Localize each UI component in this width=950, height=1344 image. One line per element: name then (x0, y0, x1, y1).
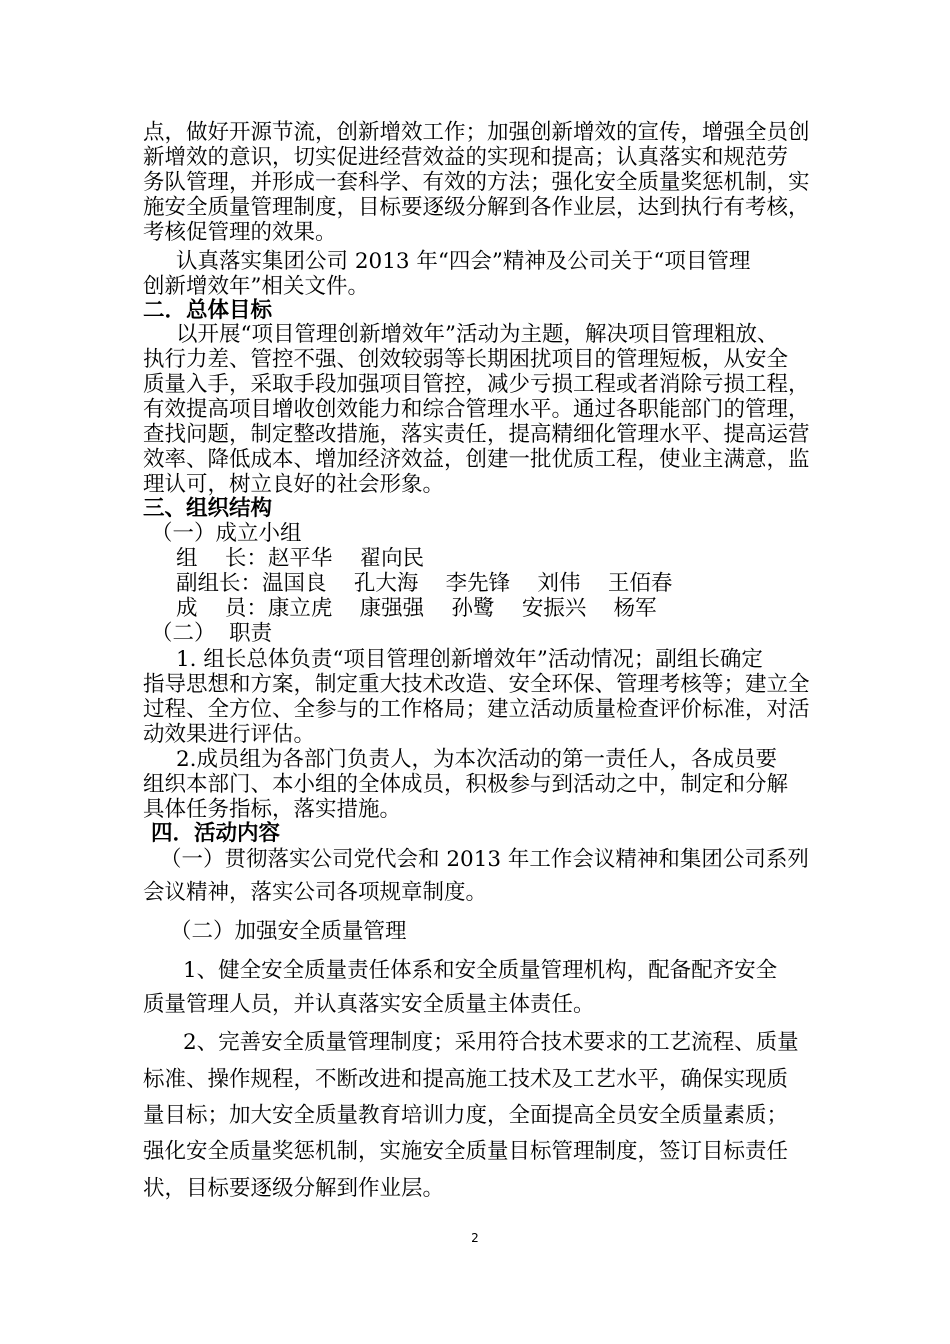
activity-item1-line: 会议精神，落实公司各项规章制度。 (143, 880, 488, 905)
duty2-line: 具体任务指标，落实措施。 (143, 797, 402, 822)
group-leader-line: 组 长：赵平华 翟向民 (176, 546, 425, 571)
section-heading-overall-goal: 二．总体目标 (143, 298, 273, 323)
intro-line: 新增效的意识，切实促进经营效益的实现和提高；认真落实和规范劳 (143, 145, 789, 170)
activity-item2-p2-line: 标准、操作规程，不断改进和提高施工技术及工艺水平，确保实现质 (143, 1067, 789, 1092)
group-deputy-line: 副组长：温国良 孔大海 李先锋 刘伟 王佰春 (176, 571, 673, 596)
duty1-line: 1. 组长总体负责“项目管理创新增效年”活动情况；副组长确定 (176, 647, 763, 672)
section2-line: 以开展“项目管理创新增效年”活动为主题，解决项目管理粗放、 (176, 322, 779, 347)
section2-line: 查找问题，制定整改措施，落实责任，提高精细化管理水平、提高运营 (143, 422, 810, 447)
group-members-line: 成 员：康立虎 康强强 孙鹭 安振兴 杨军 (176, 596, 657, 621)
intro-para2-line: 认真落实集团公司 2013 年“四会”精神及公司关于“项目管理 (176, 249, 751, 274)
section2-line: 理认可，树立良好的社会形象。 (143, 472, 445, 497)
duty1-line: 指导思想和方案，制定重大技术改造、安全环保、管理考核等；建立全 (143, 672, 810, 697)
intro-line: 施安全质量管理制度，目标要逐级分解到各作业层，达到执行有考核， (143, 195, 810, 220)
duty1-line: 过程、全方位、全参与的工作格局；建立活动质量检查评价标准，对活 (143, 697, 810, 722)
activity-item2-p2-line: 强化安全质量奖惩机制，实施安全质量目标管理制度，签订目标责任 (143, 1139, 789, 1164)
activity-item2-p2-line: 量目标；加大安全质量教育培训力度，全面提高全员安全质量素质； (143, 1103, 789, 1128)
intro-line: 点，做好开源节流，创新增效工作；加强创新增效的宣传，增强全员创 (143, 120, 810, 145)
activity-item2-p1-line: 1、健全安全质量责任体系和安全质量管理机构，配备配齐安全 (183, 958, 778, 983)
intro-line: 务队管理，并形成一套科学、有效的方法；强化安全质量奖惩机制，实 (143, 170, 810, 195)
page-number: 2 (471, 1231, 479, 1245)
section-heading-activities: 四．活动内容 (151, 821, 281, 846)
section2-line: 效率、降低成本、增加经济效益，创建一批优质工程，使业主满意，监 (143, 447, 810, 472)
section-heading-org-structure: 三、组织结构 (143, 496, 273, 521)
duty2-line: 2.成员组为各部门负责人，为本次活动的第一责任人，各成员要 (176, 747, 778, 772)
duty2-line: 组织本部门、本小组的全体成员，积极参与到活动之中，制定和分解 (143, 772, 789, 797)
subsection-form-group: （一）成立小组 (151, 521, 302, 546)
section2-line: 有效提高项目增收创效能力和综合管理水平。通过各职能部门的管理， (143, 397, 810, 422)
section2-line: 质量入手，采取手段加强项目管控，减少亏损工程或者消除亏损工程， (143, 372, 810, 397)
activity-item1-line: （一）贯彻落实公司党代会和 2013 年工作会议精神和集团公司系列 (160, 847, 809, 872)
section2-line: 执行力差、管控不强、创效较弱等长期困扰项目的管理短板，从安全 (143, 347, 789, 372)
subsection-duties: （二） 职责 (151, 621, 273, 646)
intro-para2-line: 创新增效年”相关文件。 (143, 274, 369, 299)
activity-item2-p2-line: 2、完善安全质量管理制度；采用符合技术要求的工艺流程、质量 (183, 1030, 799, 1055)
duty1-line: 动效果进行评估。 (143, 722, 316, 747)
activity-item2-p1-line: 质量管理人员，并认真落实安全质量主体责任。 (143, 992, 595, 1017)
activity-item2-title: （二）加强安全质量管理 (170, 919, 407, 944)
intro-line: 考核促管理的效果。 (143, 220, 337, 245)
activity-item2-p2-line: 状，目标要逐级分解到作业层。 (143, 1176, 445, 1201)
